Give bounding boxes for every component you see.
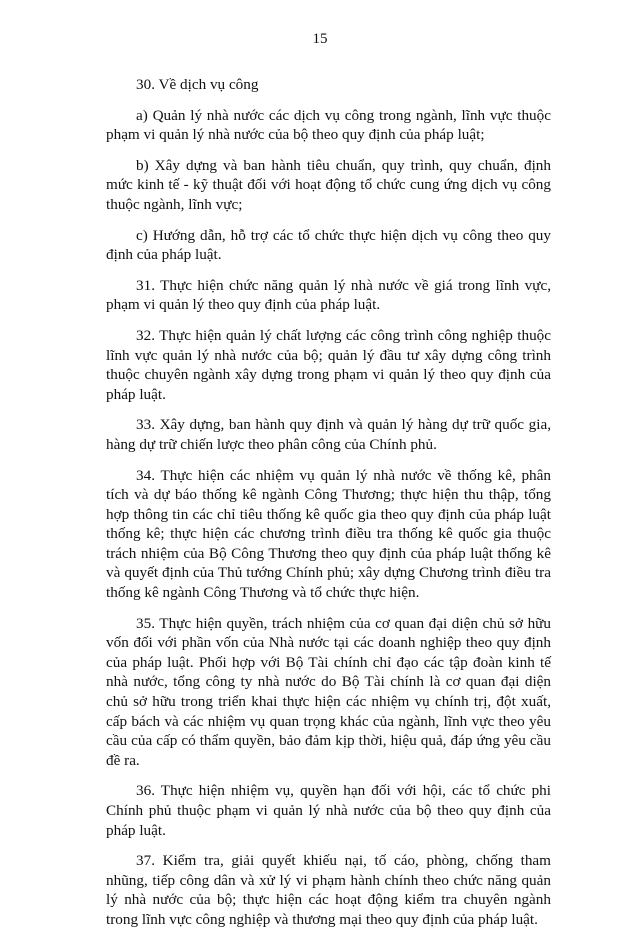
paragraph-30c: c) Hướng dẫn, hỗ trợ các tổ chức thực hiện dịch vụ công theo quy định của pháp luật. [106, 226, 551, 264]
paragraph-35: 35. Thực hiện quyền, trách nhiệm của cơ quan đại diện chủ sở hữu vốn đối với phần vốn của Nhà nước tại các doanh nghiệp theo quy định của pháp luật. Phối hợp với Bộ Tài chính chỉ đạo các tập đoàn kinh tế nhà nước, tổng công ty nhà nước do Bộ Tài chính là cơ quan đại diện chủ sở hữu trong triển khai thực hiện các nhiệm vụ chính trị, đột xuất, cấp bách và các nhiệm vụ quan trọng khác của ngành, lĩnh vực theo yêu cầu của cấp có thẩm quyền, bảo đảm kịp thời, hiệu quả, đáp ứng yêu cầu đề ra. [106, 614, 551, 769]
paragraph-30-heading: 30. Về dịch vụ công [136, 76, 259, 93]
paragraph-33: 33. Xây dựng, ban hành quy định và quản lý hàng dự trữ quốc gia, hàng dự trữ chiến lược theo phân công của Chính phủ. [106, 416, 551, 453]
page-number: 15 [312, 31, 328, 47]
paragraph-34: 34. Thực hiện các nhiệm vụ quản lý nhà nước về thống kê, phân tích và dự báo thống kê ngành Công Thương; thực hiện thu thập, tổng hợp thông tin các chỉ tiêu thống kê quốc gia theo quy định của pháp luật thống kê; thực hiện các chương trình điều tra thống kê quốc gia thuộc trách nhiệm của Bộ Công Thương theo quy định của pháp luật thống kê và quyết định của Thủ tướng Chính phủ; xây dựng Chương trình điều tra thống kê ngành Công Thương và tổ chức thực hiện. [106, 466, 551, 602]
paragraph-32: 32. Thực hiện quản lý chất lượng các công trình công nghiệp thuộc lĩnh vực quản lý nhà nước của bộ; quản lý đầu tư xây dựng công trình thuộc chuyên ngành xây dựng trong phạm vi quản lý theo quy định của pháp luật. [106, 326, 551, 403]
paragraph-30b: b) Xây dựng và ban hành tiêu chuẩn, quy trình, quy chuẩn, định mức kinh tế - kỹ thuật đối với hoạt động tổ chức cung ứng dịch vụ công thuộc ngành, lĩnh vực; [106, 156, 551, 213]
paragraph-37: 37. Kiểm tra, giải quyết khiếu nại, tố cáo, phòng, chống tham nhũng, tiếp công dân và xử lý vi phạm hành chính theo chức năng quản lý nhà nước của bộ; thực hiện các hoạt động kiểm tra chuyên ngành trong lĩnh vực công nghiệp và thương mại theo quy định của pháp luật. [106, 852, 551, 928]
document-body [106, 75, 551, 941]
paragraph-36: 36. Thực hiện nhiệm vụ, quyền hạn đối với hội, các tổ chức phi Chính phủ thuộc phạm vi quản lý nhà nước của bộ theo quy định của pháp luật. [106, 782, 551, 839]
paragraph-31: 31. Thực hiện chức năng quản lý nhà nước về giá trong lĩnh vực, phạm vi quản lý theo quy định của pháp luật. [106, 276, 551, 314]
paragraph-30a: a) Quản lý nhà nước các dịch vụ công trong ngành, lĩnh vực thuộc phạm vi quản lý nhà nước của bộ theo quy định của pháp luật; [106, 106, 551, 144]
